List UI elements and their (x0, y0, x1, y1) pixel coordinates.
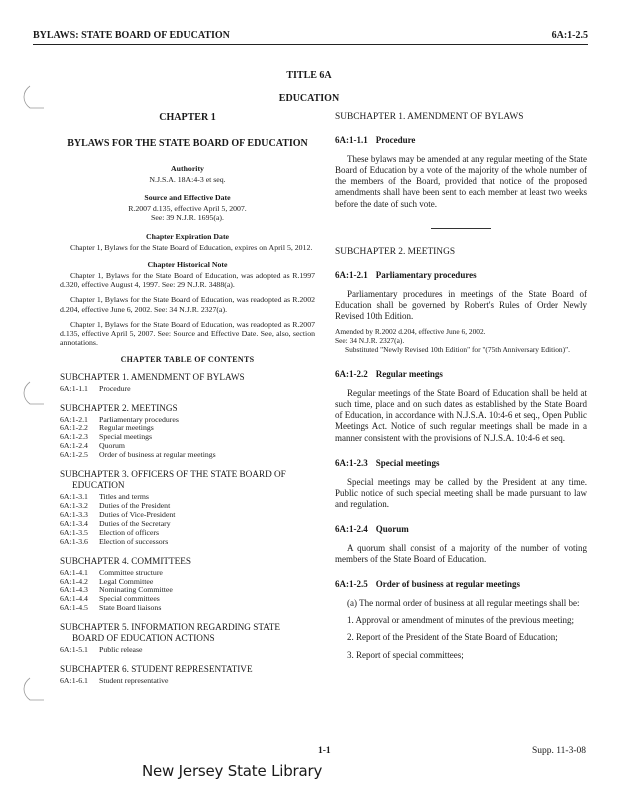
title-block (0, 70, 618, 116)
header-rule (33, 44, 588, 45)
left-column (60, 112, 315, 695)
history-heading: Chapter Historical Note (147, 259, 228, 269)
toc-item: 6A:1-3.1 Titles and terms (60, 492, 149, 501)
toc-group (60, 622, 315, 655)
toc-item: 6A:1-4.1 Committee structure (60, 567, 163, 577)
section-heading: 6A:1-2.4 Quorum (335, 524, 409, 535)
library-stamp: New Jersey State Library (142, 762, 323, 780)
toc-subchapter: SUBCHAPTER 2. MEETINGS (60, 402, 178, 413)
section-heading: 6A:1-2.1 Parliamentary procedures (335, 270, 477, 281)
section-text: These bylaws may be amended at any regular meeting of the State Board of Education by a vote of the majority of the whole number of the members of the Board, provided that notice of the proposed amendments shall have been sent to each member at least two weeks before the date of such vote. (335, 153, 587, 209)
title-number: TITLE 6A (286, 70, 332, 81)
history-note: Chapter 1, Bylaws for the State Board of Education, was readopted as R.2002 d.204, effective June 6, 2002. See: 34 N.J.R. 2327(a). (60, 295, 315, 314)
list-item: 1. Approval or amendment of minutes of the previous meeting; (347, 615, 574, 626)
authority-text: N.J.S.A. 18A:4-3 et seq. (149, 174, 226, 184)
toc-subchapter-cont: EDUCATION (72, 480, 125, 491)
toc-group (60, 403, 315, 461)
source-heading: Source and Effective Date (144, 192, 231, 202)
chapter-title: BYLAWS FOR THE STATE BOARD OF EDUCATION (67, 137, 308, 149)
section-text: Parliamentary procedures in meetings of the State Board of Education shall be governed by Robert's Rules of Order Newly Revised 10th Edition. (335, 288, 587, 322)
authority-heading: Authority (171, 163, 204, 173)
history-note: Chapter 1, Bylaws for the State Board of Education, was adopted as R.1997 d.320, effective August 4, 1997. See: 29 N.J.R. 3488(a). (60, 271, 315, 290)
toc-subchapter-cont: BOARD OF EDUCATION ACTIONS (72, 633, 215, 644)
header-section: 6A:1-2.5 (551, 30, 588, 41)
toc-group (60, 556, 315, 614)
page-number: 1-1 (318, 746, 331, 756)
subchapter-heading: SUBCHAPTER 2. MEETINGS (335, 246, 456, 257)
expiration-heading: Chapter Expiration Date (145, 231, 230, 241)
amendment-note: Amended by R.2002 d.204, effective June 6, 2002. (335, 327, 486, 337)
section-text: A quorum shall consist of a majority of the number of voting members of the State Board of Education. (335, 542, 587, 565)
toc-subchapter: SUBCHAPTER 5. INFORMATION REGARDING STATE (60, 622, 281, 633)
toc-item: 6A:1-3.6 Election of successors (60, 536, 169, 546)
toc-group (60, 469, 315, 546)
source-text-2: See: 39 N.J.R. 1695(a). (151, 213, 224, 223)
source-text-1: R.2007 d.135, effective April 5, 2007. (128, 204, 247, 214)
toc-item: 6A:1-4.2 Legal Committee (60, 576, 154, 586)
section-heading: 6A:1-1.1 Procedure (335, 135, 416, 146)
toc-item: 6A:1-4.5 State Board liaisons (60, 603, 162, 613)
toc-group (60, 372, 315, 394)
list-item: 2. Report of the President of the State Board of Education; (347, 632, 558, 643)
amendment-note: See: 34 N.J.R. 2327(a). (335, 336, 405, 346)
section-heading: 6A:1-2.2 Regular meetings (335, 369, 443, 380)
toc-item: 6A:1-3.3 Duties of Vice-President (60, 509, 176, 519)
toc-group (60, 664, 315, 686)
chapter-number: CHAPTER 1 (159, 112, 216, 123)
toc-item: 6A:1-2.3 Special meetings (60, 432, 153, 442)
punch-hole-mark (20, 380, 46, 406)
amendment-note: Substituted "Newly Revised 10th Edition" for "(75th Anniversary Edition)". (345, 345, 570, 355)
section-text: Special meetings may be called by the President at any time. Public notice of such special meeting shall be made pursuant to law and regulation. (335, 476, 587, 509)
running-header (33, 30, 588, 44)
expiration-text: Chapter 1, Bylaws for the State Board of Education, expires on April 5, 2012. (70, 242, 313, 252)
right-column (335, 112, 587, 667)
toc-item: 6A:1-4.4 Special committees (60, 594, 160, 604)
toc-item: 6A:1-1.1 Procedure (60, 383, 131, 393)
history-note: Chapter 1, Bylaws for the State Board of Education, was readopted as R.2007 d.135, effective April 5, 2007. See: Source and Effective Date. See, also, section annotations. (60, 319, 315, 348)
toc-item: 6A:1-5.1 Public release (60, 645, 143, 655)
punch-hole-mark (20, 676, 46, 702)
supplement-date: Supp. 11-3-08 (531, 746, 586, 756)
section-text: Regular meetings of the State Board of Education shall be held at such time, place and on such dates as established by the State Board of Education, in accordance with N.J.S.A. 10:4-6 et seq., Open Public Meetings Act. Notice of such regular meetings shall be made in a manner consistent with the provisions of N.J.S.A. 10:4-6 et seq. (335, 387, 587, 443)
section-heading: 6A:1-2.5 Order of business at regular meetings (335, 579, 520, 590)
title-name: EDUCATION (278, 93, 340, 104)
toc-item: 6A:1-2.4 Quorum (60, 441, 125, 451)
list-item: 3. Report of special committees; (347, 649, 464, 660)
section-divider (431, 228, 491, 229)
toc-heading: CHAPTER TABLE OF CONTENTS (120, 355, 255, 365)
toc-subchapter: SUBCHAPTER 1. AMENDMENT OF BYLAWS (60, 371, 245, 382)
section-text: (a) The normal order of business at all regular meetings shall be: (347, 597, 580, 608)
toc-item: 6A:1-2.2 Regular meetings (60, 423, 154, 433)
toc-subchapter: SUBCHAPTER 6. STUDENT REPRESENTATIVE (60, 664, 253, 675)
toc-item: 6A:1-3.5 Election of officers (60, 527, 160, 537)
toc-item: 6A:1-6.1 Student representative (60, 675, 169, 685)
toc-subchapter: SUBCHAPTER 4. COMMITTEES (60, 555, 191, 566)
section-heading: 6A:1-2.3 Special meetings (335, 457, 440, 468)
header-title: BYLAWS: STATE BOARD OF EDUCATION (33, 30, 230, 41)
toc-subchapter: SUBCHAPTER 3. OFFICERS OF THE STATE BOARD OF (60, 469, 286, 480)
toc-item: 6A:1-3.2 Duties of the President (60, 500, 171, 510)
toc-item: 6A:1-2.5 Order of business at regular meetings (60, 450, 216, 460)
toc-item: 6A:1-4.3 Nominating Committee (60, 585, 173, 595)
toc-item: 6A:1-2.1 Parliamentary procedures (60, 414, 179, 424)
subchapter-heading: SUBCHAPTER 1. AMENDMENT OF BYLAWS (335, 112, 524, 122)
toc-item: 6A:1-3.4 Duties of the Secretary (60, 518, 171, 528)
